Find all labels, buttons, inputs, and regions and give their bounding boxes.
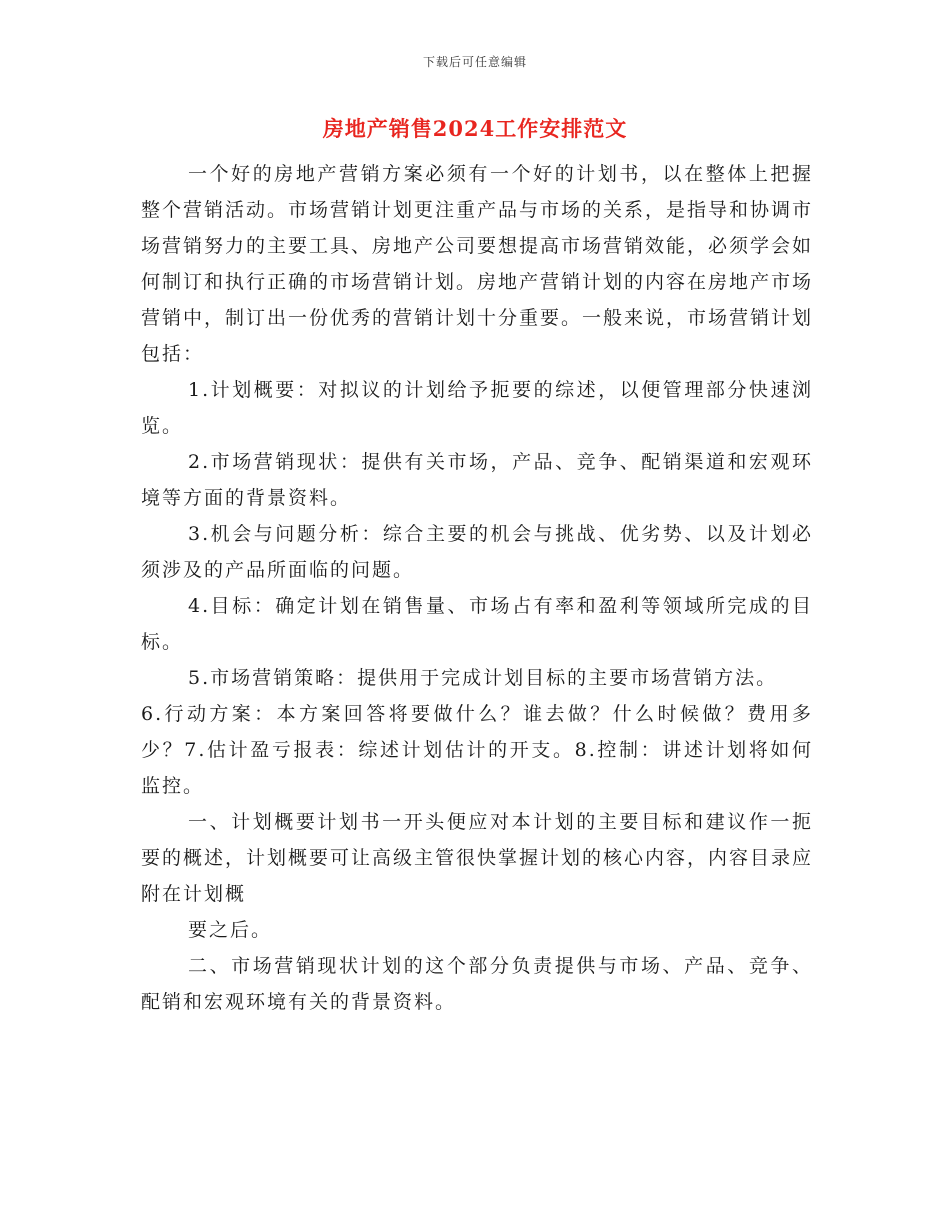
paragraph-item-3: 3.机会与问题分析：综合主要的机会与挑战、优劣势、以及计划必须涉及的产品所面临的问题。 bbox=[141, 523, 813, 581]
paragraph-item-5: 5.市场营销策略：提供用于完成计划目标的主要市场营销方法。 bbox=[188, 667, 778, 689]
paragraph-intro: 一个好的房地产营销方案必须有一个好的计划书，以在整体上把握整个营销活动。市场营销计划更注重产品与市场的关系，是指导和协调市场营销努力的主要工具、房地产公司要想提高市场营销效能，必须学会如何制订和执行正确的市场营销计划。房地产营销计划的内容在房地产市场营销中，制订出一份优秀的营销计划十分重要。一般来说，市场营销计划包括： bbox=[141, 163, 814, 365]
header-note: 下载后可任意编辑 bbox=[422, 55, 527, 69]
paragraph-item-4: 4.目标：确定计划在销售量、市场占有率和盈利等领域所完成的目标。 bbox=[141, 595, 813, 653]
paragraph-item-6-8: 6.行动方案：本方案回答将要做什么？谁去做？什么时候做？费用多少？7.估计盈亏报表：综述计划估计的开支。8.控制：讲述计划将如何监控。 bbox=[141, 703, 813, 797]
paragraph-item-1: 1.计划概要：对拟议的计划给予扼要的综述，以便管理部分快速浏览。 bbox=[141, 379, 813, 437]
document-body bbox=[141, 156, 813, 1020]
paragraph-section-1-end: 要之后。 bbox=[188, 919, 273, 941]
paragraph-item-2: 2.市场营销现状：提供有关市场，产品、竞争、配销渠道和宏观环境等方面的背景资料。 bbox=[141, 451, 813, 509]
paragraph-section-1: 一、计划概要计划书一开头便应对本计划的主要目标和建议作一扼要的概述，计划概要可让高级主管很快掌握计划的核心内容，内容目录应附在计划概 bbox=[141, 811, 814, 905]
paragraph-section-2: 二、市场营销现状计划的这个部分负责提供与市场、产品、竞争、配销和宏观环境有关的背景资料。 bbox=[141, 955, 813, 1013]
document-title: 房地产销售2024工作安排范文 bbox=[322, 116, 628, 141]
